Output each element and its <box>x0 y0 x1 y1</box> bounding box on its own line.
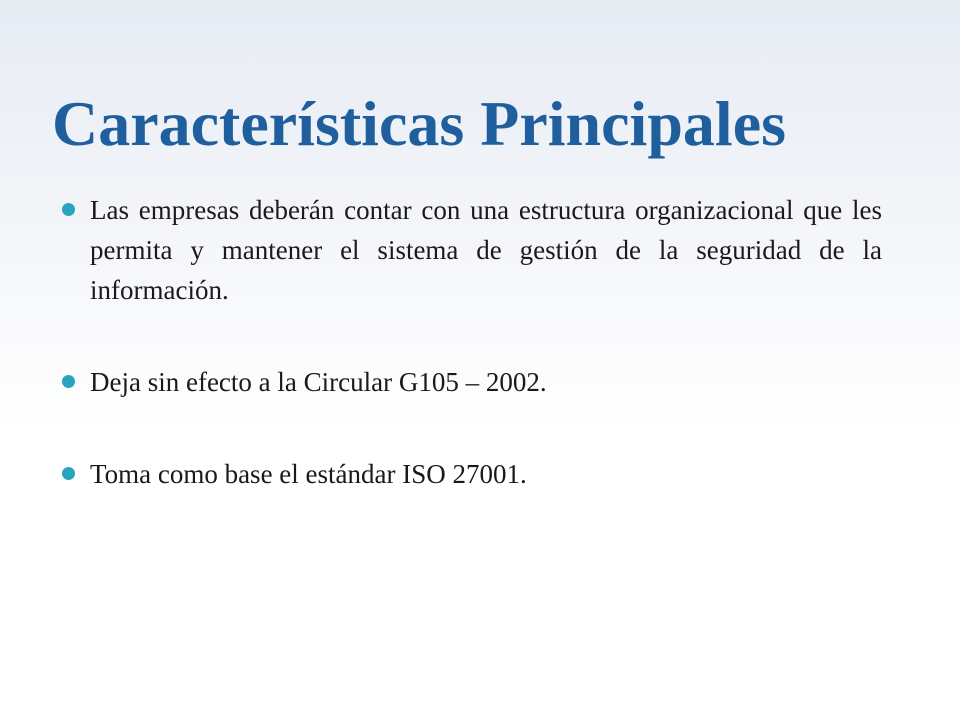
bullet-list <box>62 190 882 494</box>
bullet-dot-icon <box>62 467 75 480</box>
bullet-text: Toma como base el estándar ISO 27001. <box>90 459 527 489</box>
bullet-item <box>62 454 882 494</box>
slide-title: Características Principales <box>52 88 786 159</box>
bullet-text: Las empresas deberán contar con una estructura organizacional que les permita y mantener el sistema de gestión de la seguridad de la información. <box>90 195 882 305</box>
bullet-dot-icon <box>62 203 75 216</box>
bullet-dot-icon <box>62 375 75 388</box>
bullet-item <box>62 190 882 310</box>
bullet-text: Deja sin efecto a la Circular G105 – 2002. <box>90 367 547 397</box>
bullet-item <box>62 362 882 402</box>
